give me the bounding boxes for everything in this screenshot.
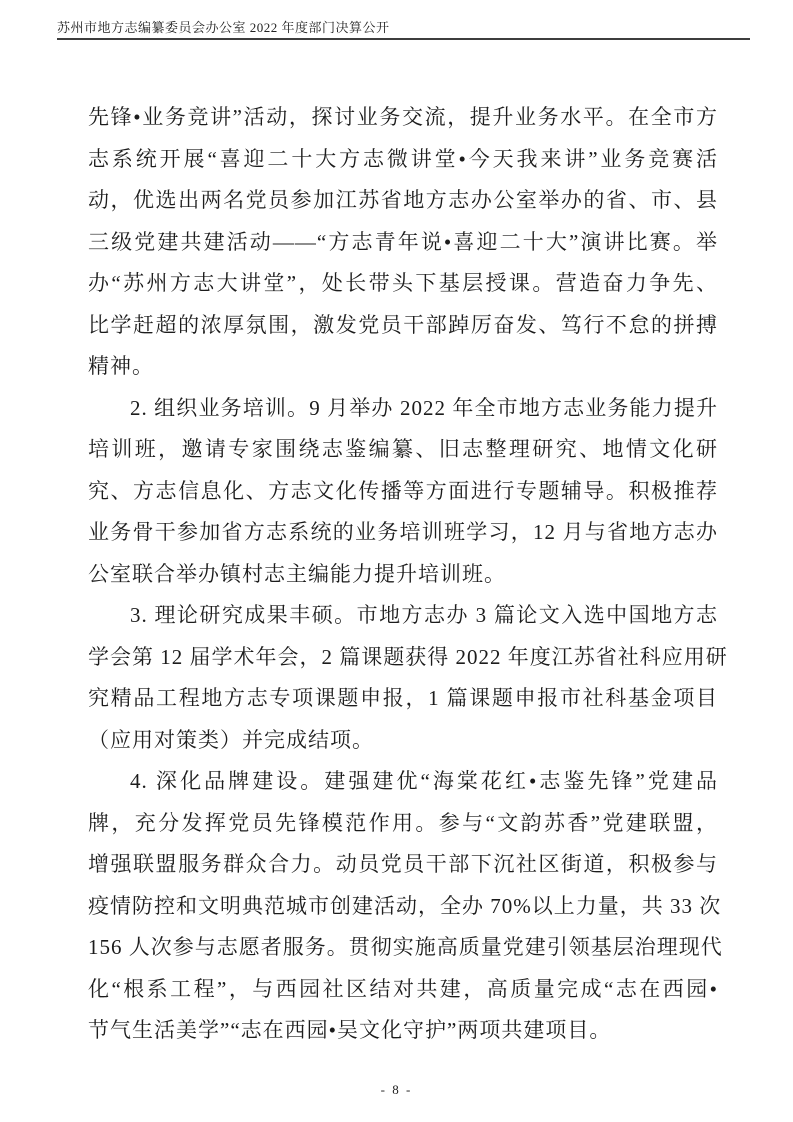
text-line: 节气生活美学”“志在西园•吴文化守护”两项共建项目。 [88,1018,612,1042]
text-line: 动，优选出两名党员参加江苏省地方志办公室举办的省、市、县 [88,188,718,212]
text-line: 公室联合举办镇村志主编能力提升培训班。 [88,561,506,586]
text-line: 2. 组织业务培训。9 月举办 2022 年全市地方志业务能力提升 [130,395,718,420]
text-line: 究精品工程地方志专项课题申报，1 篇课题申报市社科基金项目 [88,686,718,710]
document-body [88,97,728,1052]
text-line: 牌，充分发挥党员先锋模范作用。参与“文韵苏香”党建联盟， [88,810,718,835]
page-number: - 8 - [380,1082,413,1097]
text-line: 化“根系工程”，与西园社区结对共建，高质量完成“志在西园• [88,976,718,1001]
text-line: 究、方志信息化、方志文化传播等方面进行专题辅导。积极推荐 [88,478,718,503]
text-line: （应用对策类）并完成结项。 [88,727,374,752]
text-line: 4. 深化品牌建设。建强建优“海棠花红•志鉴先锋”党建品 [130,769,718,793]
page-header [57,20,750,40]
text-line: 3. 理论研究成果丰硕。市地方志办 3 篇论文入选中国地方志 [130,603,718,627]
text-line: 先锋•业务竞讲”活动，探讨业务交流，提升业务水平。在全市方 [88,105,718,129]
page-footer [0,1082,793,1098]
text-line: 比学赶超的浓厚氛围，激发党员干部踔厉奋发、笃行不怠的拼搏 [88,312,718,337]
text-line: 业务骨干参加省方志系统的业务培训班学习，12 月与省地方志办 [88,520,718,544]
text-line: 156 人次参与志愿者服务。贯彻实施高质量党建引领基层治理现代 [88,935,723,959]
text-line: 志系统开展“喜迎二十大方志微讲堂•今天我来讲”业务竞赛活 [88,146,718,171]
page-header-title: 苏州市地方志编纂委员会办公室 2022 年度部门决算公开 [57,20,390,35]
text-line: 办“苏州方志大讲堂”，处长带头下基层授课。营造奋力争先、 [88,271,718,295]
text-line: 精神。 [88,354,154,378]
text-line: 学会第 12 届学术年会，2 篇课题获得 2022 年度江苏省社科应用研 [88,644,728,669]
text-line: 疫情防控和文明典范城市创建活动，全办 70%以上力量，共 33 次 [88,893,722,918]
text-line: 三级党建共建活动——“方志青年说•喜迎二十大”演讲比赛。举 [88,229,718,254]
text-line: 培训班，邀请专家围绕志鉴编纂、旧志整理研究、地情文化研 [88,437,718,461]
text-line: 增强联盟服务群众合力。动员党员干部下沉社区街道，积极参与 [88,852,718,876]
